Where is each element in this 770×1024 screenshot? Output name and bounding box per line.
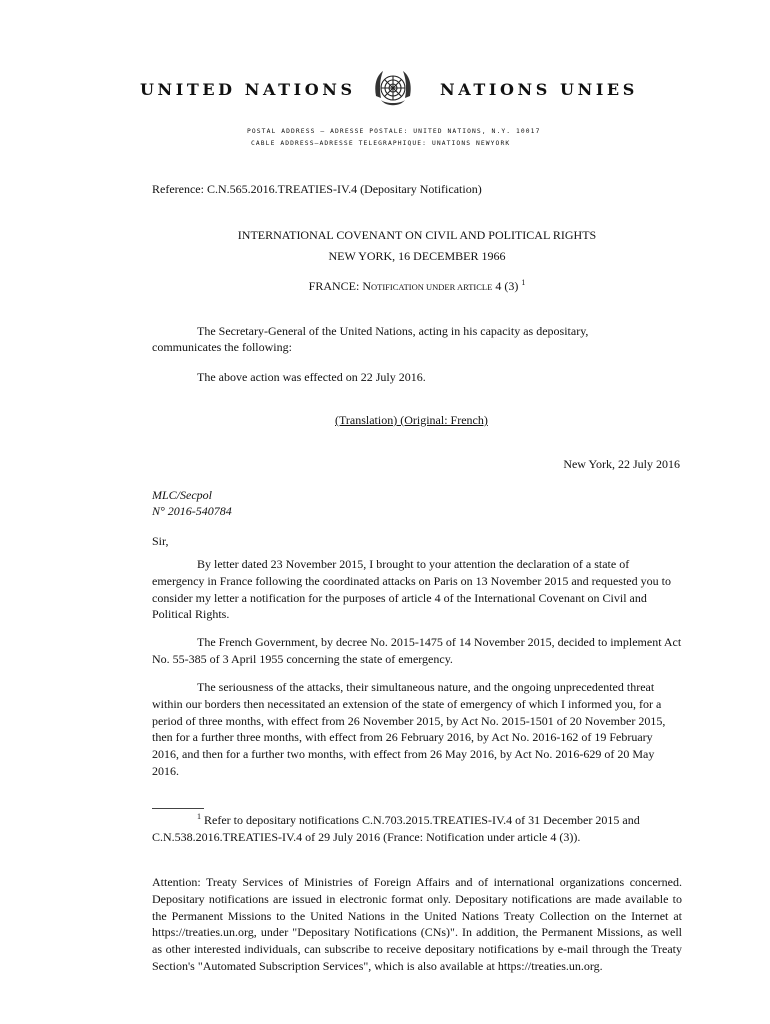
subject-suffix: 4 (3) [492, 279, 522, 293]
letterhead-left-title: UNITED NATIONS [140, 80, 356, 99]
letter-reference-1: MLC/Secpol [152, 488, 212, 502]
letter-reference-2: N° 2016-540784 [152, 504, 232, 518]
letter-paragraph-3: The seriousness of the attacks, their simultaneous nature, and the ongoing unprecedented threat within our borders then necessitated an extension of the state of emergency of which I informed you, for a period of three months, with effect from 26 November 2015, by Act No. 2015-1501 of 20 November 2015, then for a further three months, with effect from 26 February 2016, by Act No. 2016-162 of 19 February 2016, and then for a further two months, with effect from 26 May 2016, by Act No. 2016-629 of 20 May 2016. [152, 680, 666, 778]
letterhead-right-title: NATIONS UNIES [440, 80, 638, 99]
postal-address-line: POSTAL ADDRESS – ADRESSE POSTALE: UNITED NATIONS, N.Y. 10017 [247, 128, 541, 135]
subject-prefix: FRANCE: N [308, 279, 371, 293]
un-emblem-icon [369, 66, 417, 114]
footnote-separator [152, 808, 204, 809]
attention-notice: Attention: Treaty Services of Ministries of Foreign Affairs and of international organizations concerned. Depositary notifications are issued in electronic format only. Depositary notifications are made available to the Permanent Missions to the United Nations in the United Nations Treaty Collection on the Internet at https://treaties.un.org, under "Depositary Notifications (CNs)". In addition, the Permanent Missions, as well as other interested individuals, can subscribe to receive depositary notifications by e-mail through the Treaty Section's "Automated Subscription Services", which is also available at https://treaties.un.org. [152, 875, 682, 973]
subject-small-caps: OTIFICATION UNDER ARTICLE [371, 282, 493, 292]
footnote [152, 812, 682, 846]
intro-line-2: communicates the following: [152, 340, 292, 354]
intro-line-1: The Secretary-General of the United Nations, acting in his capacity as depositary, [197, 324, 589, 338]
reference-line: Reference: C.N.565.2016.TREATIES-IV.4 (Depositary Notification) [152, 182, 482, 196]
footnote-number: 1 [197, 812, 201, 821]
footnote-text: Refer to depositary notifications C.N.703.2015.TREATIES-IV.4 of 31 December 2015 and C.N.538.2016.TREATIES-IV.4 of 29 July 2016 (France: Notification under article 4 (3)). [152, 813, 640, 844]
translation-note: (Translation) (Original: French) [335, 413, 488, 427]
cable-address-line: CABLE ADDRESS—ADRESSE TELEGRAPHIQUE: UNATIONS NEWYORK [251, 140, 511, 147]
salutation: Sir, [152, 534, 169, 548]
letter-paragraph-1: By letter dated 23 November 2015, I brought to your attention the declaration of a state of emergency in France following the coordinated attacks on Paris on 13 November 2015 and requested you to consider my letter a notification for the purposes of article 4 of the International Covenant on Civil and Political Rights. [152, 557, 671, 622]
footnote-mark: 1 [521, 278, 526, 287]
letter-place-date: New York, 22 July 2016 [563, 457, 680, 471]
treaty-place-date: NEW YORK, 16 DECEMBER 1966 [328, 249, 506, 263]
notification-subject [0, 278, 770, 295]
treaty-title: INTERNATIONAL COVENANT ON CIVIL AND POLITICAL RIGHTS [237, 228, 597, 242]
letter-paragraph-2: The French Government, by decree No. 2015-1475 of 14 November 2015, decided to implement Act No. 55-385 of 3 April 1955 concerning the state of emergency. [152, 635, 682, 666]
effected-date-line: The above action was effected on 22 July 2016. [197, 370, 426, 384]
